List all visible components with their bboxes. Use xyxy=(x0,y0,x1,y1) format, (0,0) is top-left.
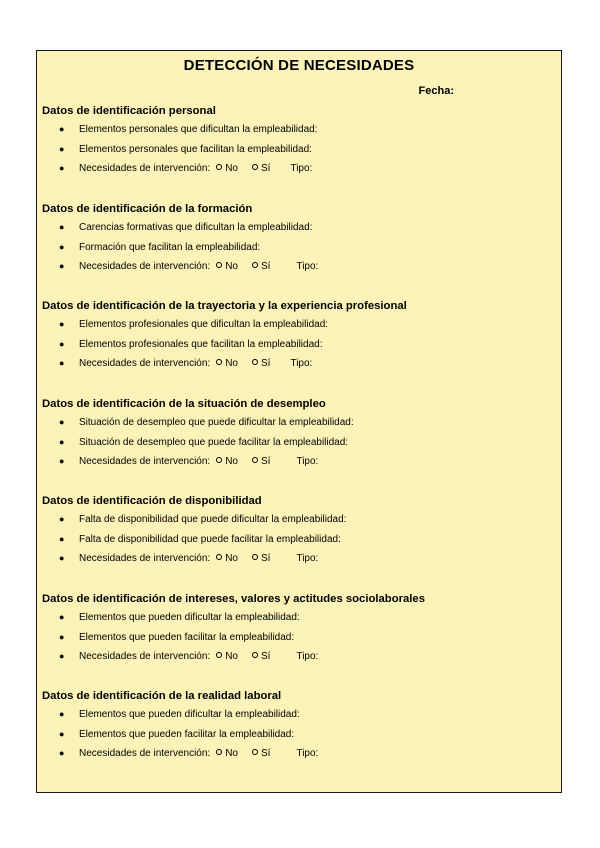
needs-row xyxy=(42,549,556,569)
item-list xyxy=(42,413,556,472)
option-no-label: No xyxy=(225,456,238,467)
list-item xyxy=(42,140,556,160)
bullet-icon: ● xyxy=(59,709,65,719)
needs-label: Necesidades de intervención: xyxy=(79,748,211,759)
option-no[interactable] xyxy=(216,744,238,764)
option-no-label: No xyxy=(225,358,238,369)
bullet-icon: ● xyxy=(59,514,65,524)
option-no[interactable] xyxy=(216,647,238,667)
item-list xyxy=(42,608,556,667)
bullet-icon: ● xyxy=(59,143,65,154)
item-list xyxy=(42,120,556,179)
option-no-label: No xyxy=(225,261,238,272)
needs-label: Necesidades de intervención: xyxy=(79,261,211,272)
list-item xyxy=(42,628,556,648)
list-item xyxy=(42,608,556,628)
option-si[interactable] xyxy=(252,549,270,569)
tipo-label: Tipo: xyxy=(290,163,313,174)
radio-circle-icon[interactable] xyxy=(252,164,258,170)
option-no[interactable] xyxy=(216,354,238,374)
radio-circle-icon[interactable] xyxy=(216,554,222,560)
radio-circle-icon[interactable] xyxy=(252,652,258,658)
item-text: Elementos profesionales que dificultan la empleabilidad: xyxy=(79,319,329,330)
radio-circle-icon[interactable] xyxy=(216,457,222,463)
item-text: Situación de desempleo que puede facilitar la empleabilidad: xyxy=(79,436,349,448)
bullet-icon: ● xyxy=(59,261,65,271)
item-text: Elementos personales que facilitan la empleabilidad: xyxy=(79,143,312,155)
bullet-icon: ● xyxy=(59,417,65,427)
needs-label: Necesidades de intervención: xyxy=(79,163,211,174)
radio-circle-icon[interactable] xyxy=(252,749,258,755)
list-item xyxy=(42,120,556,140)
option-si-label: Sí xyxy=(261,651,271,662)
tipo-label: Tipo: xyxy=(296,456,319,467)
bullet-icon: ● xyxy=(59,124,65,134)
bullet-icon: ● xyxy=(59,163,65,173)
section-heading: Datos de identificación de la formación xyxy=(42,203,253,215)
section-realidad-laboral xyxy=(42,687,556,764)
item-list xyxy=(42,315,556,374)
form-frame xyxy=(36,50,562,793)
option-si-label: Sí xyxy=(261,456,271,467)
section-intereses xyxy=(42,590,556,667)
section-heading: Datos de identificación de la trayectoria y la experiencia profesional xyxy=(42,300,407,312)
option-no[interactable] xyxy=(216,159,238,179)
item-list xyxy=(42,510,556,569)
needs-label: Necesidades de intervención: xyxy=(79,456,211,467)
item-text: Carencias formativas que dificultan la empleabilidad: xyxy=(79,222,313,233)
needs-label: Necesidades de intervención: xyxy=(79,358,211,369)
list-item xyxy=(42,433,556,453)
section-heading: Datos de identificación de la situación de desempleo xyxy=(42,398,326,410)
bullet-icon: ● xyxy=(59,436,65,447)
section-trayectoria xyxy=(42,297,556,374)
radio-circle-icon[interactable] xyxy=(216,749,222,755)
list-item xyxy=(42,335,556,355)
list-item xyxy=(42,510,556,530)
item-text: Elementos que pueden dificultar la empleabilidad: xyxy=(79,709,300,720)
item-text: Elementos personales que dificultan la empleabilidad: xyxy=(79,124,318,135)
item-text: Elementos que pueden facilitar la empleabilidad: xyxy=(79,728,295,740)
bullet-icon: ● xyxy=(59,651,65,661)
needs-row xyxy=(42,354,556,374)
needs-row xyxy=(42,647,556,667)
option-no-label: No xyxy=(225,163,238,174)
fecha-label: Fecha: xyxy=(418,85,454,97)
section-heading: Datos de identificación de disponibilidad xyxy=(42,495,262,507)
list-item xyxy=(42,218,556,238)
bullet-icon: ● xyxy=(59,241,65,252)
tipo-label: Tipo: xyxy=(290,358,313,369)
needs-row xyxy=(42,257,556,277)
option-no[interactable] xyxy=(216,549,238,569)
bullet-icon: ● xyxy=(59,748,65,758)
list-item xyxy=(42,725,556,745)
needs-row xyxy=(42,159,556,179)
option-si[interactable] xyxy=(252,744,270,764)
bullet-icon: ● xyxy=(59,533,65,544)
item-list xyxy=(42,218,556,277)
item-text: Elementos que pueden dificultar la empleabilidad: xyxy=(79,612,300,623)
item-text: Situación de desempleo que puede dificultar la empleabilidad: xyxy=(79,417,354,428)
option-si[interactable] xyxy=(252,159,270,179)
section-formacion xyxy=(42,200,556,277)
option-no[interactable] xyxy=(216,452,238,472)
list-item xyxy=(42,705,556,725)
radio-circle-icon[interactable] xyxy=(252,359,258,365)
option-si-label: Sí xyxy=(261,358,271,369)
list-item xyxy=(42,413,556,433)
item-text: Elementos que pueden facilitar la empleabilidad: xyxy=(79,631,295,643)
bullet-icon: ● xyxy=(59,728,65,739)
bullet-icon: ● xyxy=(59,456,65,466)
bullet-icon: ● xyxy=(59,319,65,329)
option-si-label: Sí xyxy=(261,748,271,759)
item-text: Elementos profesionales que facilitan la empleabilidad: xyxy=(79,338,323,350)
page-title: DETECCIÓN DE NECESIDADES xyxy=(183,57,415,74)
list-item xyxy=(42,238,556,258)
needs-row xyxy=(42,452,556,472)
section-heading: Datos de identificación de intereses, valores y actitudes sociolaborales xyxy=(42,593,425,605)
option-si[interactable] xyxy=(252,354,270,374)
bullet-icon: ● xyxy=(59,553,65,563)
radio-circle-icon[interactable] xyxy=(216,359,222,365)
radio-circle-icon[interactable] xyxy=(216,652,222,658)
list-item xyxy=(42,530,556,550)
item-text: Formación que facilitan la empleabilidad: xyxy=(79,241,261,253)
tipo-label: Tipo: xyxy=(296,553,319,564)
bullet-icon: ● xyxy=(59,222,65,232)
tipo-label: Tipo: xyxy=(296,651,319,662)
option-si-label: Sí xyxy=(261,163,271,174)
bullet-icon: ● xyxy=(59,358,65,368)
radio-circle-icon[interactable] xyxy=(252,457,258,463)
option-si[interactable] xyxy=(252,257,270,277)
tipo-label: Tipo: xyxy=(296,261,319,272)
option-si[interactable] xyxy=(252,452,270,472)
option-no-label: No xyxy=(225,651,238,662)
option-no-label: No xyxy=(225,748,238,759)
section-desempleo xyxy=(42,395,556,472)
bullet-icon: ● xyxy=(59,612,65,622)
needs-label: Necesidades de intervención: xyxy=(79,553,211,564)
item-text: Falta de disponibilidad que puede facilitar la empleabilidad: xyxy=(79,533,341,545)
section-disponibilidad xyxy=(42,492,556,569)
item-list xyxy=(42,705,556,764)
needs-row xyxy=(42,744,556,764)
item-text: Falta de disponibilidad que puede dificultar la empleabilidad: xyxy=(79,514,347,525)
radio-circle-icon[interactable] xyxy=(216,262,222,268)
option-si[interactable] xyxy=(252,647,270,667)
radio-circle-icon[interactable] xyxy=(252,262,258,268)
radio-circle-icon[interactable] xyxy=(216,164,222,170)
bullet-icon: ● xyxy=(59,631,65,642)
option-no[interactable] xyxy=(216,257,238,277)
section-heading: Datos de identificación de la realidad laboral xyxy=(42,690,282,702)
option-si-label: Sí xyxy=(261,553,271,564)
section-heading: Datos de identificación personal xyxy=(42,105,216,117)
tipo-label: Tipo: xyxy=(296,748,319,759)
needs-label: Necesidades de intervención: xyxy=(79,651,211,662)
list-item xyxy=(42,315,556,335)
bullet-icon: ● xyxy=(59,338,65,349)
option-si-label: Sí xyxy=(261,261,271,272)
radio-circle-icon[interactable] xyxy=(252,554,258,560)
option-no-label: No xyxy=(225,553,238,564)
section-personal xyxy=(42,102,556,179)
